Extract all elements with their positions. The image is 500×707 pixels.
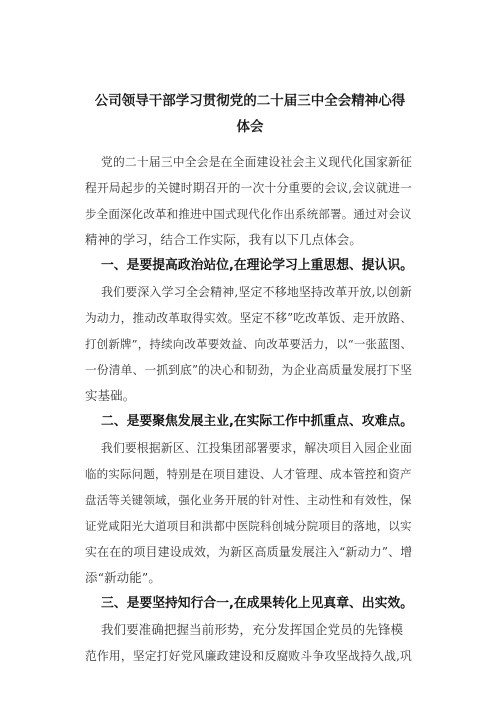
- title-line-1: 公司领导干部学习贯彻党的二十届三中全会精神心得: [94, 93, 406, 109]
- paragraph-line: 步全面深化改革和推进中国式现代化作出系统部署。通过对会议: [85, 207, 412, 221]
- paragraph-line: 为动力，推动改革取得实效。坚定不移”吃改革饭、走开放路、: [85, 311, 413, 325]
- paragraph-line: 范作用，坚定打好党风廉政建设和反腐败斗争攻坚战持久战,巩: [85, 649, 413, 663]
- paragraph-line: 添“新动能”。: [85, 570, 162, 585]
- paragraph-line: 我们要准确把握当前形势，充分发挥国企党员的先锋模: [101, 622, 404, 637]
- section-heading-3: 三、是要坚持知行合一,在成果转化上见真章、出实效。: [101, 596, 413, 611]
- paragraph-line: 实在在的项目建设成效，为新区高质量发展注入“新动力”、增: [85, 545, 413, 559]
- paragraph-line: 实基础。: [85, 388, 136, 403]
- paragraph-line: 打创新牌”，持续向改革要效益、向改革要活力，以“一张蓝图、: [85, 337, 413, 351]
- title-line-2: 体会: [236, 119, 264, 135]
- paragraph-line: 临的实际问题，特别是在项目建设、人才管理、成本管控和资产: [85, 467, 412, 481]
- paragraph-line: 精神的学习，结合工作实际，我有以下几点体会。: [85, 232, 362, 247]
- paragraph-line: 盘活等关键领域，强化业务开展的针对性、主动性和有效性，保: [85, 493, 412, 507]
- paragraph-line: 我们要深入学习全会精神,坚定不移地坚持改革开放,以创新: [101, 285, 413, 299]
- section-heading-2: 二、是要聚焦发展主业,在实际工作中抓重点、攻难点。: [101, 414, 413, 429]
- paragraph-line: 程开局起步的关键时期召开的一次十分重要的会议,会议就进一: [85, 181, 413, 195]
- paragraph-line: 我们要根据新区、江投集团部署要求，解决项目入园企业面: [101, 441, 413, 455]
- paragraph-line: 党的二十届三中全会是在全面建设社会主义现代化国家新征: [101, 155, 413, 169]
- paragraph-line: 证党咸阳光大道项目和洪都中医院科创城分院项目的落地，以实: [85, 519, 412, 533]
- document-title: [60, 88, 440, 140]
- paragraph-line: 一份清单、一抓到底”的决心和韧劲，为企业高质量发展打下坚: [85, 363, 413, 377]
- section-heading-1: 一、是要提高政治站位,在理论学习上重思想、提认识。: [101, 258, 413, 273]
